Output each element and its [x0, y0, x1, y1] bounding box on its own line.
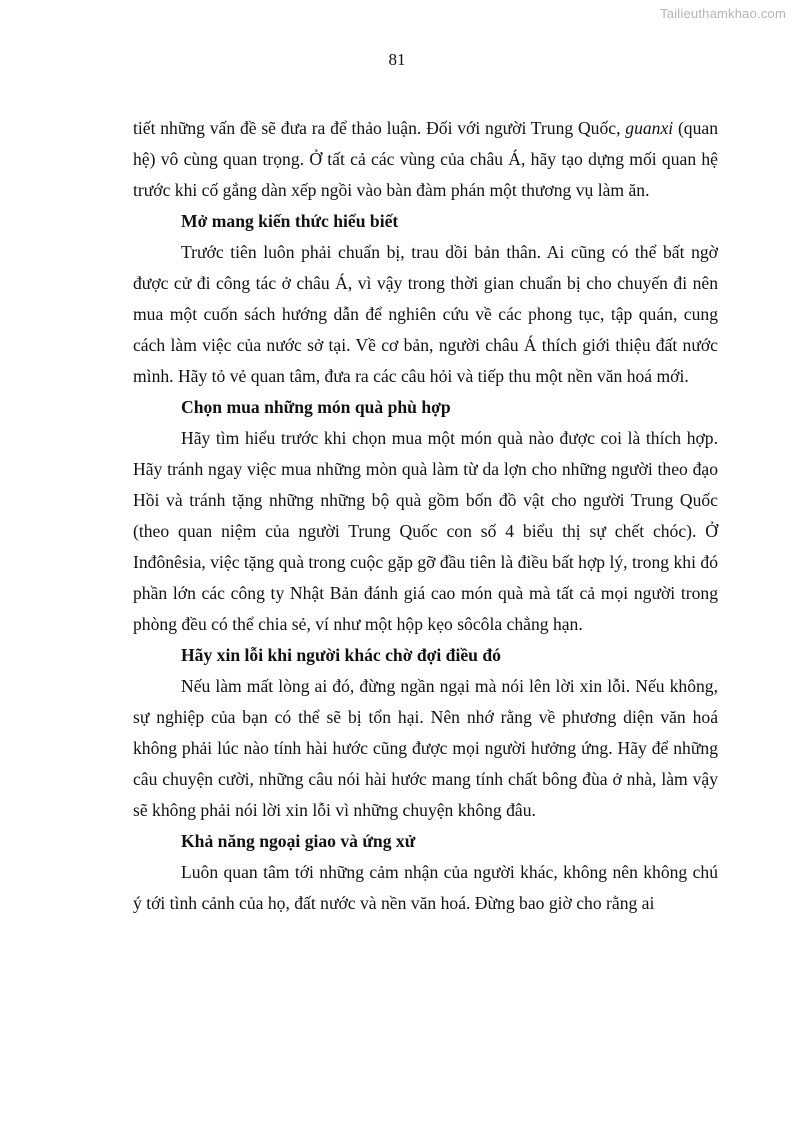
section-heading: Hãy xin lỗi khi người khác chờ đợi điều đó: [181, 645, 501, 665]
intro-text-after: (quan hệ) vô cùng quan trọng. Ở tất cả các vùng của châu Á, hãy tạo dựng mối quan hệ trước khi cố gắng dàn xếp ngồi vào bàn đàm phán một thương vụ làm ăn.: [133, 118, 718, 200]
section-heading: Chọn mua những món quà phù hợp: [181, 397, 451, 417]
intro-text-before: tiết những vấn đề sẽ đưa ra để thảo luận. Đối với người Trung Quốc,: [133, 118, 626, 138]
section-heading: Khả năng ngoại giao và ứng xử: [181, 831, 416, 851]
page-body: [133, 113, 718, 919]
section-paragraph: Luôn quan tâm tới những cảm nhận của người khác, không nên không chú ý tới tình cảnh của họ, đất nước và nền văn hoá. Đừng bao giờ cho rằng ai: [133, 862, 718, 913]
watermark-text: Tailieuthamkhao.com: [660, 6, 786, 21]
section-paragraph: Nếu làm mất lòng ai đó, đừng ngần ngại mà nói lên lời xin lỗi. Nếu không, sự nghiệp của bạn có thể sẽ bị tổn hại. Nên nhớ rằng về phương diện văn hoá không phải lúc nào tính hài hước cũng được mọi người hưởng ứng. Hãy để những câu chuyện cười, những câu nói hài hước mang tính chất bông đùa ở nhà, làm vậy sẽ không phải nói lời xin lỗi vì những chuyện không đâu.: [133, 676, 718, 820]
italic-term: guanxi: [625, 118, 674, 138]
page-number: 81: [388, 50, 406, 69]
section-heading: Mở mang kiến thức hiểu biết: [181, 211, 399, 231]
intro-paragraph: [133, 113, 718, 206]
section-paragraph: Hãy tìm hiểu trước khi chọn mua một món quà nào được coi là thích hợp. Hãy tránh ngay việc mua những mòn quà làm từ da lợn cho những người theo đạo Hồi và tránh tặng những những bộ quà gồm bốn đồ vật cho người Trung Quốc (theo quan niệm của người Trung Quốc con số 4 biểu thị sự chết chóc). Ở Inđônêsia, việc tặng quà trong cuộc gặp gỡ đầu tiên là điều bất hợp lý, trong khi đó phần lớn các công ty Nhật Bản đánh giá cao món quà mà tất cả mọi người trong phòng đều có thể chia sẻ, ví như một hộp kẹo sôcôla chẳng hạn.: [133, 428, 718, 634]
section-paragraph: Trước tiên luôn phải chuẩn bị, trau dồi bản thân. Ai cũng có thể bất ngờ được cử đi công tác ở châu Á, vì vậy trong thời gian chuẩn bị cho chuyến đi nên mua một cuốn sách hướng dẫn để nghiên cứu về các phong tục, tập quán, cung cách làm việc của nước sở tại. Về cơ bản, người châu Á thích giới thiệu đất nước mình. Hãy tỏ vẻ quan tâm, đưa ra các câu hỏi và tiếp thu một nền văn hoá mới.: [133, 242, 718, 386]
